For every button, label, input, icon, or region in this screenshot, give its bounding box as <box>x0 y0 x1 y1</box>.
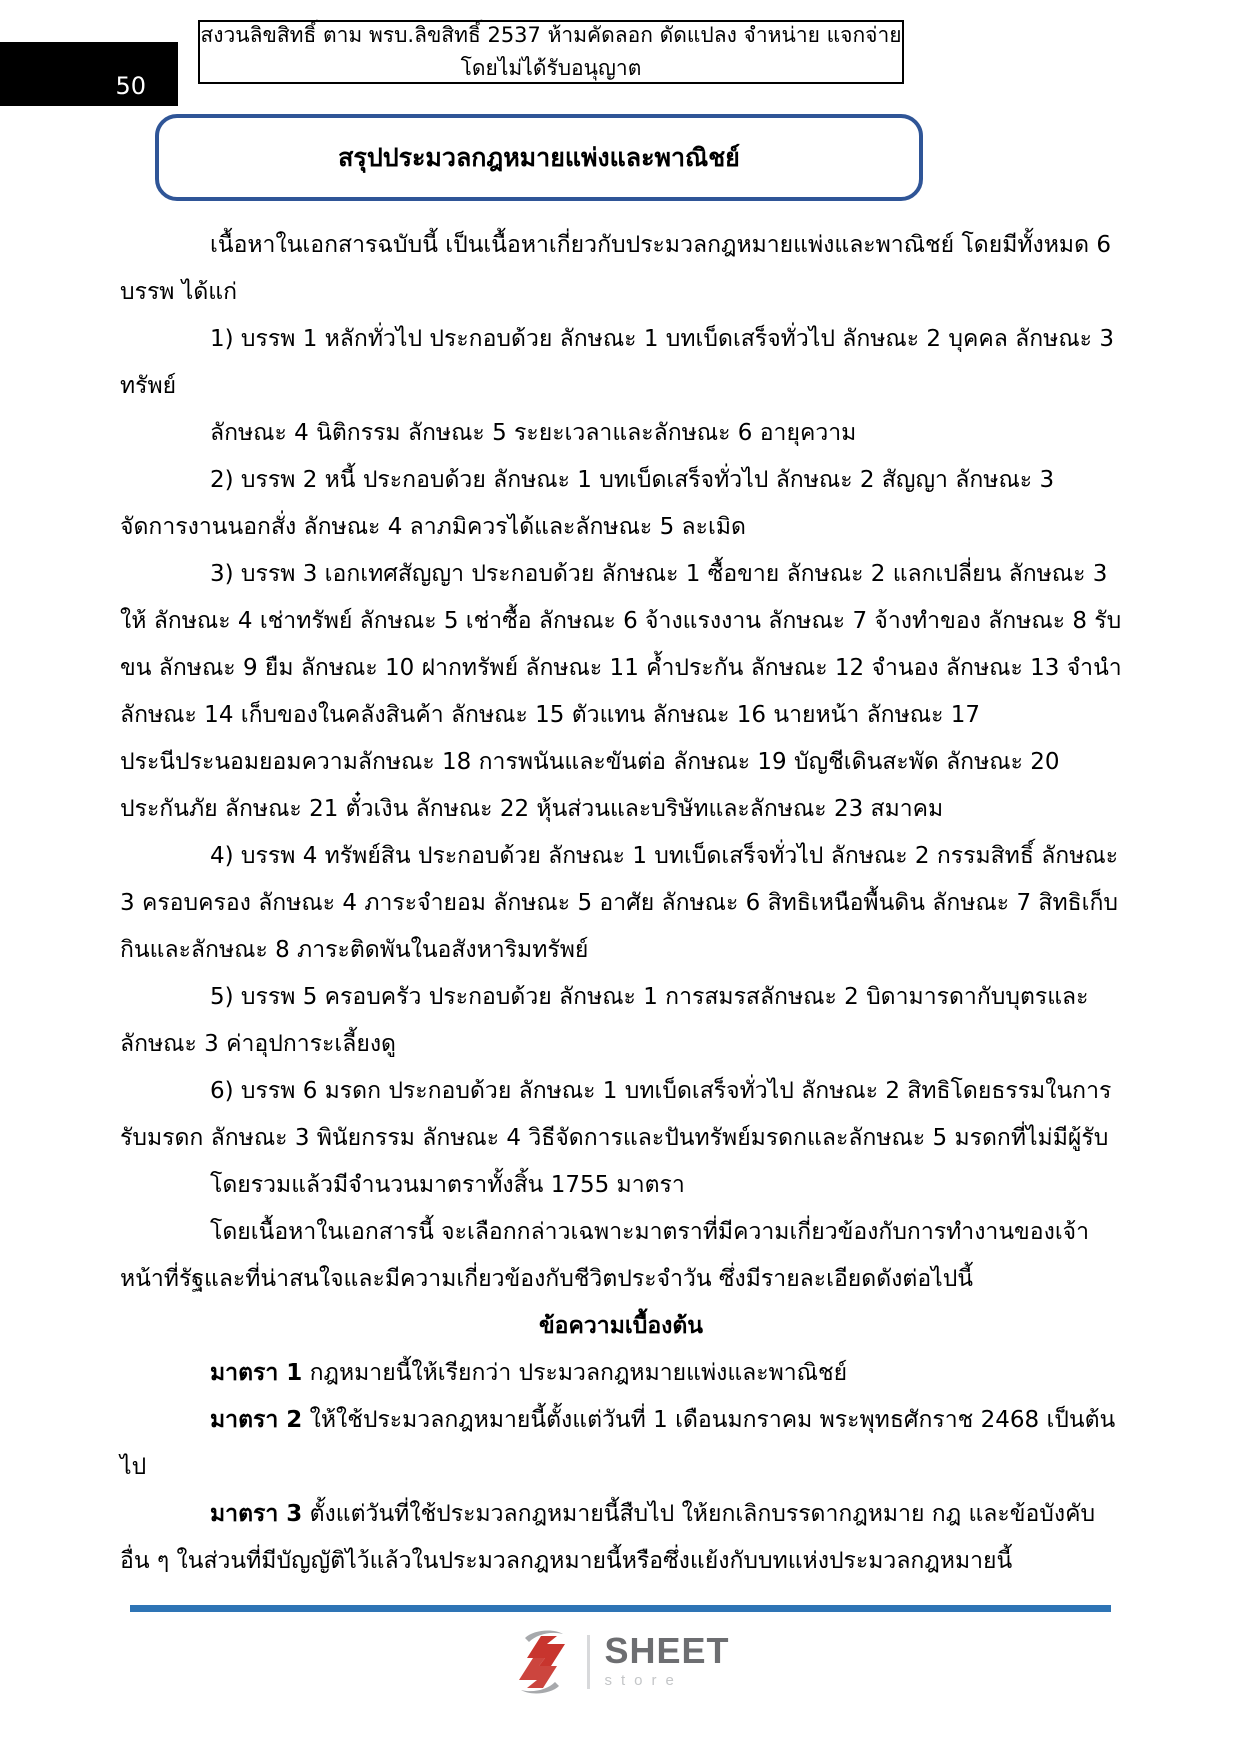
matra-1-text: กฎหมายนี้ให้เรียกว่า ประมวลกฎหมายแพ่งและพาณิชย์ <box>302 1360 848 1386</box>
section-heading: ข้อความเบื้องต้น <box>538 1313 704 1339</box>
logo-name: SHEET <box>604 1630 730 1671</box>
paragraph-matra-3 <box>120 1491 1122 1585</box>
paragraph-book4: 4) บรรพ 4 ทรัพย์สิน ประกอบด้วย ลักษณะ 1 บทเบ็ดเสร็จทั่วไป ลักษณะ 2 กรรมสิทธิ์ ลักษณะ 3 ครอบครอง ลักษณะ 4 ภาระจำยอม ลักษณะ 5 อาศัย ลักษณะ 6 สิทธิเหนือพื้นดิน ลักษณะ 7 สิทธิเก็บกินและลักษณะ 8 ภาระติดพันในอสังหาริมทรัพย์ <box>120 843 1119 963</box>
matra-2-label: มาตรา 2 <box>210 1407 303 1433</box>
document-title: สรุปประมวลกฎหมายแพ่งและพาณิชย์ <box>338 142 740 172</box>
paragraph-book2: 2) บรรพ 2 หนี้ ประกอบด้วย ลักษณะ 1 บทเบ็ดเสร็จทั่วไป ลักษณะ 2 สัญญา ลักษณะ 3 จัดการงานนอกสั่ง ลักษณะ 4 ลาภมิควรได้และลักษณะ 5 ละเมิด <box>120 467 1055 540</box>
matra-1-label: มาตรา 1 <box>210 1360 303 1386</box>
footer-divider-rule <box>130 1605 1111 1612</box>
paragraph-book3: 3) บรรพ 3 เอกเทศสัญญา ประกอบด้วย ลักษณะ 1 ซื้อขาย ลักษณะ 2 แลกเปลี่ยน ลักษณะ 3 ให้ ลักษณะ 4 เช่าทรัพย์ ลักษณะ 5 เช่าซื้อ ลักษณะ 6 จ้างแรงงาน ลักษณะ 7 จ้างทำของ ลักษณะ 8 รับขน ลักษณะ 9 ยืม ลักษณะ 10 ฝากทรัพย์ ลักษณะ 11 ค้ำประกัน ลักษณะ 12 จำนอง ลักษณะ 13 จำนำ ลักษณะ 14 เก็บของในคลังสินค้า ลักษณะ 15 ตัวแทน ลักษณะ 16 นายหน้า ลักษณะ 17 ประนีประนอมยอมความลักษณะ 18 การพนันและขันต่อ ลักษณะ 19 บัญชีเดินสะพัด ลักษณะ 20 ประกันภัย ลักษณะ 21 ตั๋วเงิน ลักษณะ 22 หุ้นส่วนและบริษัทและลักษณะ 23 สมาคม <box>120 561 1122 822</box>
paragraph-total-sections: โดยรวมแล้วมีจำนวนมาตราทั้งสิ้น 1755 มาตรา <box>210 1172 685 1198</box>
footer-logo <box>0 1628 1241 1696</box>
paragraph-matra-1 <box>120 1350 1122 1397</box>
paragraph-book5: 5) บรรพ 5 ครอบครัว ประกอบด้วย ลักษณะ 1 การสมรสลักษณะ 2 บิดามารดากับบุตรและ ลักษณะ 3 ค่าอุปการะเลี้ยงดู <box>120 984 1089 1057</box>
logo-divider <box>587 1635 590 1689</box>
paragraph-intro: เนื้อหาในเอกสารฉบับนี้ เป็นเนื้อหาเกี่ยวกับประมวลกฎหมายแพ่งและพาณิชย์ โดยมีทั้งหมด 6 บรรพ ได้แก่ <box>120 232 1111 305</box>
paragraph-book6: 6) บรรพ 6 มรดก ประกอบด้วย ลักษณะ 1 บทเบ็ดเสร็จทั่วไป ลักษณะ 2 สิทธิโดยธรรมในการรับมรดก ลักษณะ 3 พินัยกรรม ลักษณะ 4 วิธีจัดการและปันทรัพย์มรดกและลักษณะ 5 มรดกที่ไม่มีผู้รับ <box>120 1078 1112 1151</box>
logo-text <box>604 1630 730 1691</box>
paragraph-book1: 1) บรรพ 1 หลักทั่วไป ประกอบด้วย ลักษณะ 1 บทเบ็ดเสร็จทั่วไป ลักษณะ 2 บุคคล ลักษณะ 3 ทรัพย์ <box>120 326 1114 399</box>
paragraph-book1-cont: ลักษณะ 4 นิติกรรม ลักษณะ 5 ระยะเวลาและลักษณะ 6 อายุความ <box>210 420 857 446</box>
copyright-notice-box <box>198 20 904 84</box>
sheet-store-s-icon <box>511 1628 573 1696</box>
matra-3-label: มาตรา 3 <box>210 1501 303 1527</box>
logo-subtitle: store <box>604 1672 683 1689</box>
matra-2-text: ให้ใช้ประมวลกฎหมายนี้ตั้งแต่วันที่ 1 เดือนมกราคม พระพุทธศักราช 2468 เป็นต้นไป <box>120 1407 1116 1480</box>
paragraph-matra-2 <box>120 1397 1122 1491</box>
matra-3-text: ตั้งแต่วันที่ใช้ประมวลกฎหมายนี้สืบไป ให้ยกเลิกบรรดากฎหมาย กฎ และข้อบังคับอื่น ๆ ในส่วนที่มีบัญญัติไว้แล้วในประมวลกฎหมายนี้หรือซึ่งแย้งกับบทแห่งประมวลกฎหมายนี้ <box>120 1501 1096 1574</box>
document-title-box <box>155 114 923 201</box>
paragraph-scope: โดยเนื้อหาในเอกสารนี้ จะเลือกกล่าวเฉพาะมาตราที่มีความเกี่ยวข้องกับการทำงานของเจ้าหน้าที่รัฐและที่น่าสนใจและมีความเกี่ยวข้องกับชีวิตประจำวัน ซึ่งมีรายละเอียดดังต่อไปนี้ <box>120 1219 1090 1292</box>
page-number-box <box>0 42 178 106</box>
copyright-notice-text: สงวนลิขสิทธิ์ ตาม พรบ.ลิขสิทธิ์ 2537 ห้ามคัดลอก ดัดแปลง จำหน่าย แจกจ่าย โดยไม่ได้รับอนุญาต <box>200 23 902 80</box>
page-number: 50 <box>115 72 146 100</box>
document-body <box>120 222 1122 1585</box>
